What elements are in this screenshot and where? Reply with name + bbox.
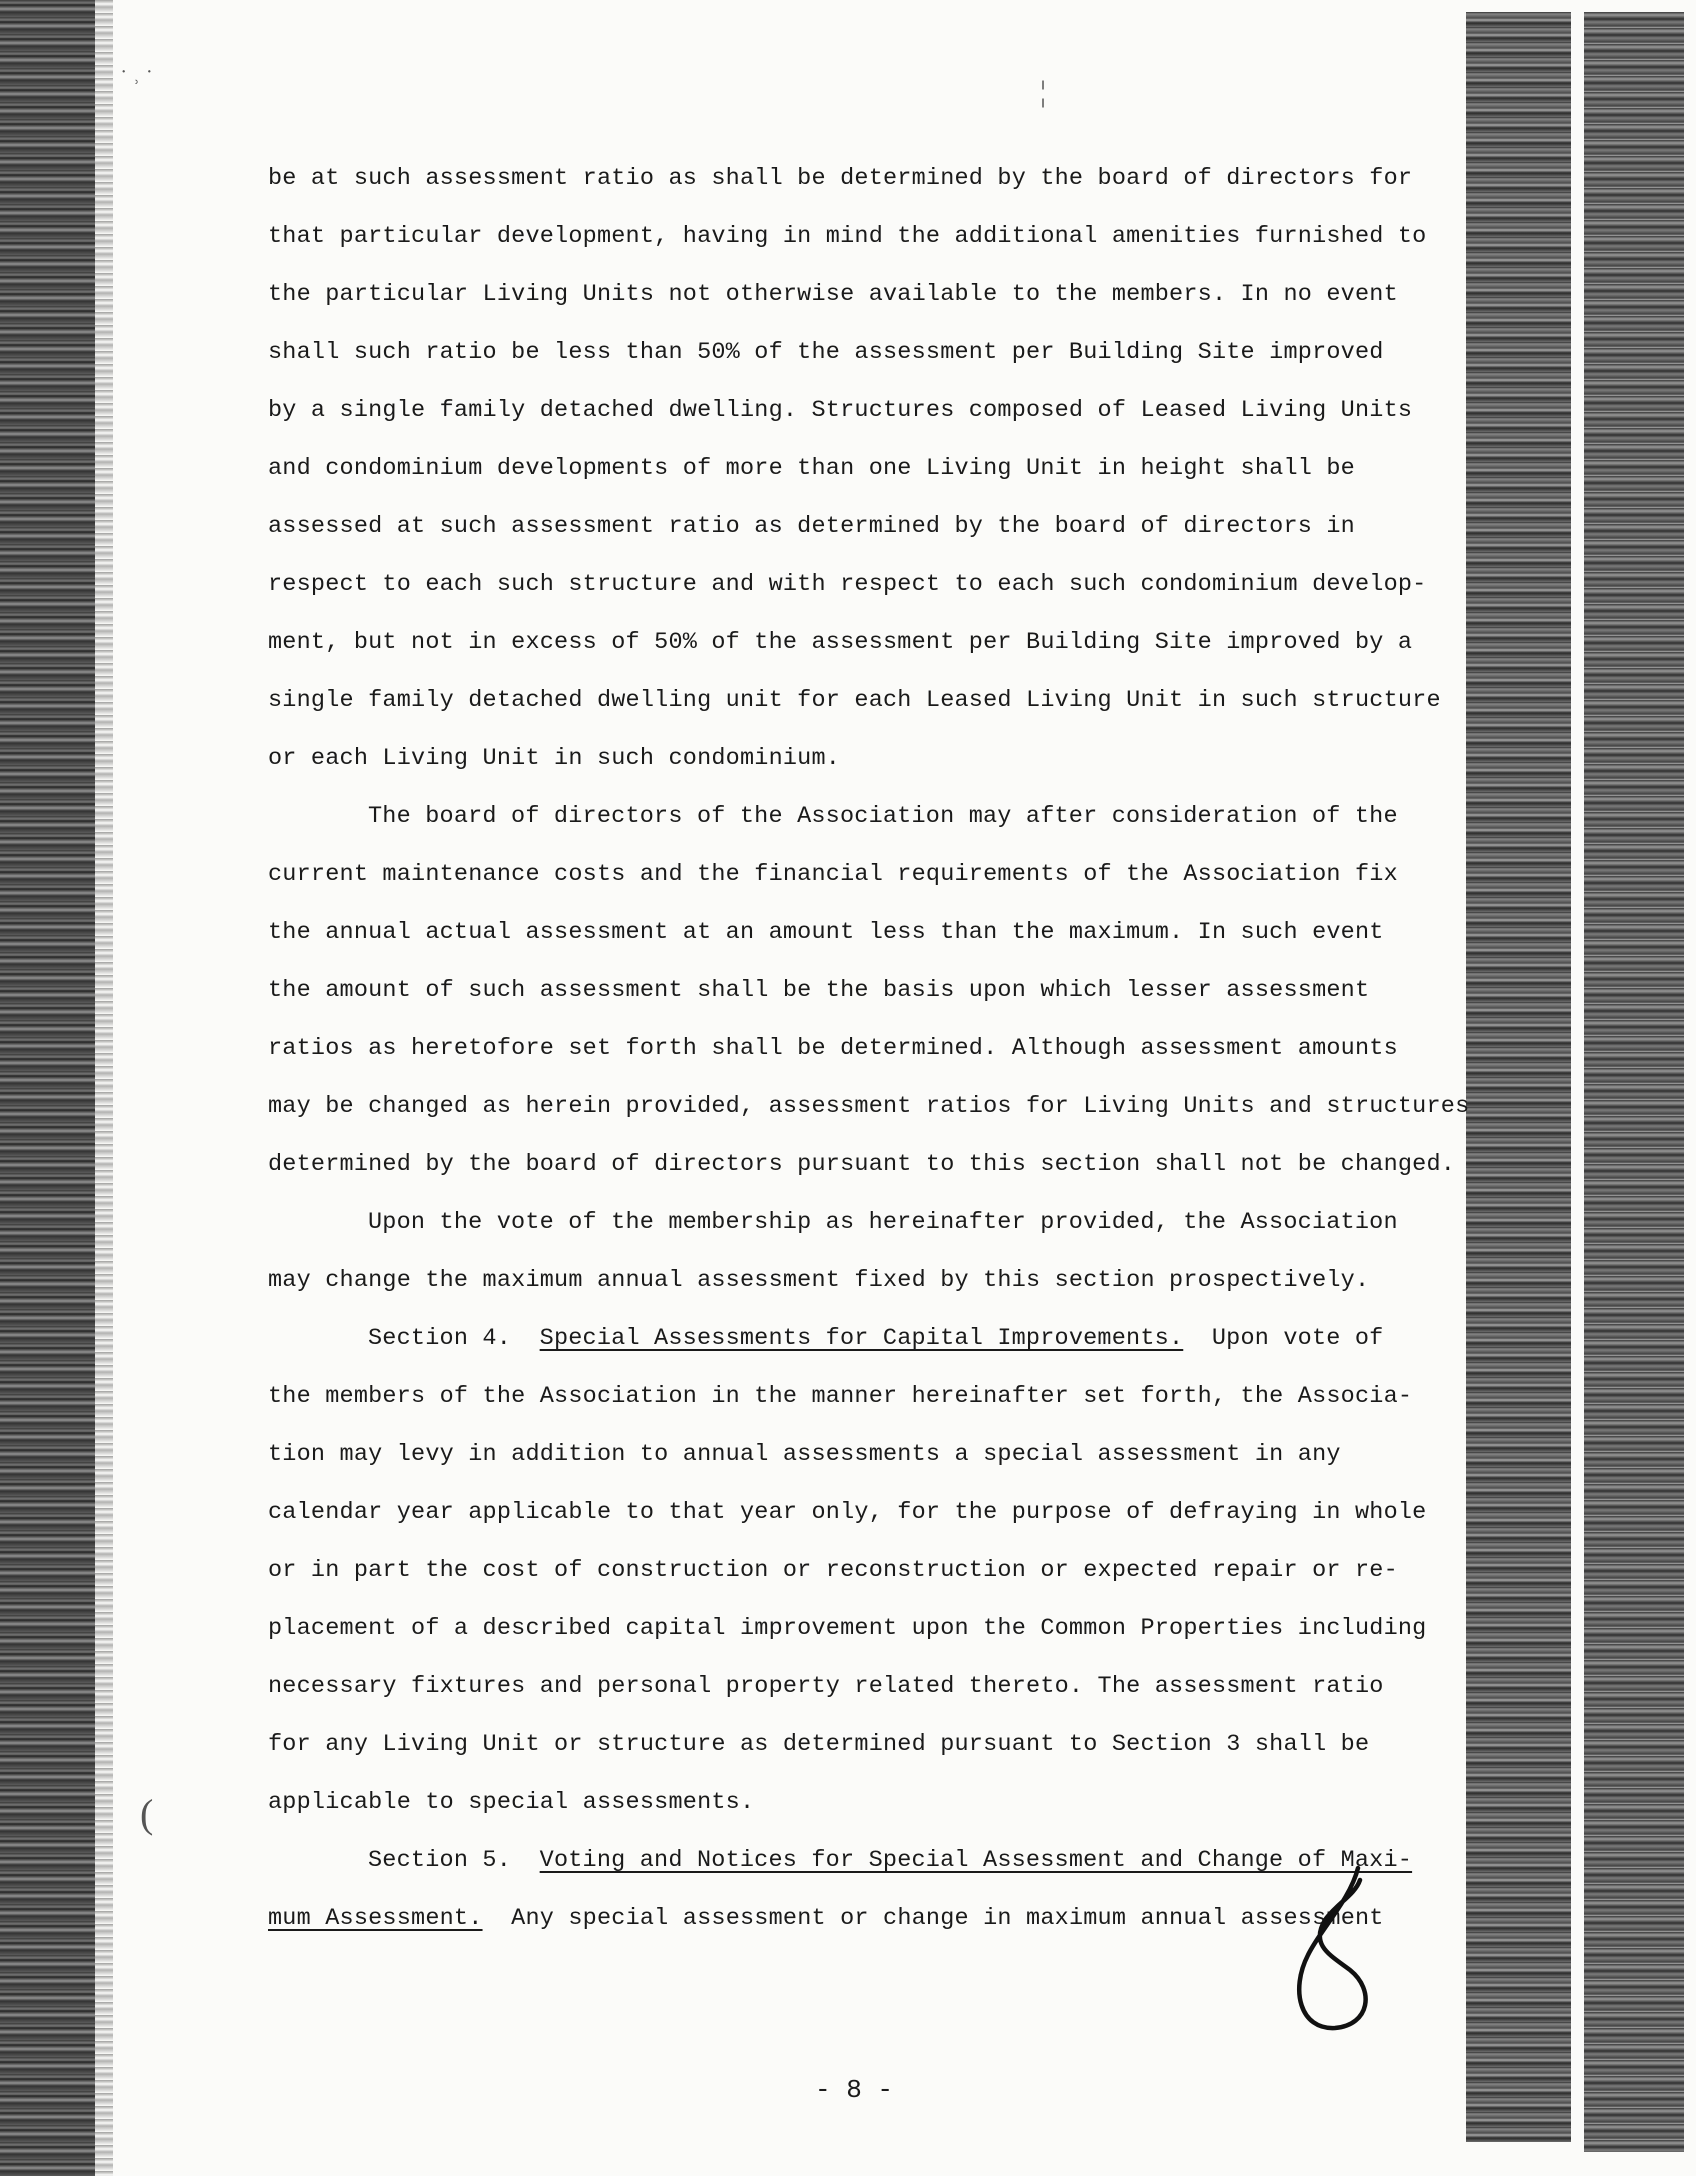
section-4-first-line bbox=[268, 1310, 1468, 1368]
text-line: placement of a described capital improvement upon the Common Properties including bbox=[268, 1615, 1427, 1642]
scan-edge-right-outer bbox=[1584, 12, 1684, 2152]
text-line: the annual actual assessment at an amount less than the maximum. In such event bbox=[268, 919, 1384, 946]
section-4-first-line-rest: Upon vote of bbox=[1211, 1325, 1384, 1352]
text-line: ment, but not in excess of 50% of the assessment per Building Site improved by a bbox=[268, 629, 1413, 656]
text-line: and condominium developments of more than one Living Unit in height shall be bbox=[268, 455, 1355, 482]
text-line: the members of the Association in the manner hereinafter set forth, the Associa- bbox=[268, 1383, 1413, 1410]
stray-mark: ( bbox=[140, 1791, 154, 1836]
text-line: or in part the cost of construction or reconstruction or expected repair or re- bbox=[268, 1557, 1398, 1584]
section-5-heading-part2: mum Assessment. bbox=[268, 1905, 483, 1932]
text-line: determined by the board of directors pursuant to this section shall not be changed. bbox=[268, 1151, 1456, 1178]
section-4-label: Section 4. bbox=[368, 1325, 512, 1352]
text-line: calendar year applicable to that year only, for the purpose of defraying in whole bbox=[268, 1499, 1427, 1526]
text-line: the amount of such assessment shall be the basis upon which lesser assessment bbox=[268, 977, 1370, 1004]
handwritten-page-number-8 bbox=[1280, 1860, 1390, 2040]
text-line: may change the maximum annual assessment fixed by this section prospectively. bbox=[268, 1267, 1370, 1294]
section-5-heading-part1: Voting and Notices for Special Assessment and Change of Maxi- bbox=[539, 1847, 1413, 1874]
scan-edge-right-inner bbox=[1466, 12, 1571, 2142]
text-line: the particular Living Units not otherwise available to the members. In no event bbox=[268, 281, 1398, 308]
text-line: by a single family detached dwelling. Structures composed of Leased Living Units bbox=[268, 397, 1413, 424]
body-text bbox=[268, 150, 1468, 1948]
stray-mark: ˙ ˒ ˙ bbox=[120, 65, 153, 90]
text-line: single family detached dwelling unit for each Leased Living Unit in such structure bbox=[268, 687, 1441, 714]
section-5-rest: Any special assessment or change in maximum annual assessment bbox=[511, 1905, 1384, 1932]
text-line: respect to each such structure and with respect to each such condominium develop- bbox=[268, 571, 1427, 598]
text-line: may be changed as herein provided, assessment ratios for Living Units and structures bbox=[268, 1093, 1470, 1120]
text-line: for any Living Unit or structure as determined pursuant to Section 3 shall be bbox=[268, 1731, 1370, 1758]
text-line: ratios as heretofore set forth shall be determined. Although assessment amounts bbox=[268, 1035, 1398, 1062]
scan-edge-left bbox=[0, 0, 95, 2176]
stray-mark: ¦ bbox=[1040, 75, 1047, 108]
text-line: necessary fixtures and personal property related thereto. The assessment ratio bbox=[268, 1673, 1384, 1700]
section-4-lines bbox=[268, 1368, 1468, 1832]
text-line: applicable to special assessments. bbox=[268, 1789, 755, 1816]
page-number: - 8 - bbox=[815, 2075, 894, 2105]
section-4-heading: Special Assessments for Capital Improvements. bbox=[539, 1325, 1184, 1352]
text-line: that particular development, having in mind the additional amenities furnished to bbox=[268, 223, 1427, 250]
text-line: Upon the vote of the membership as hereinafter provided, the Association bbox=[368, 1209, 1398, 1236]
paragraph-lines bbox=[268, 150, 1468, 1310]
text-line: The board of directors of the Association may after consideration of the bbox=[368, 803, 1398, 830]
text-line: or each Living Unit in such condominium. bbox=[268, 745, 841, 772]
text-line: tion may levy in addition to annual assessments a special assessment in any bbox=[268, 1441, 1341, 1468]
section-5-label: Section 5. bbox=[368, 1847, 512, 1874]
text-line: assessed at such assessment ratio as determined by the board of directors in bbox=[268, 513, 1355, 540]
text-line: be at such assessment ratio as shall be determined by the board of directors for bbox=[268, 165, 1413, 192]
text-line: shall such ratio be less than 50% of the assessment per Building Site improved bbox=[268, 339, 1384, 366]
text-line: current maintenance costs and the financial requirements of the Association fix bbox=[268, 861, 1398, 888]
